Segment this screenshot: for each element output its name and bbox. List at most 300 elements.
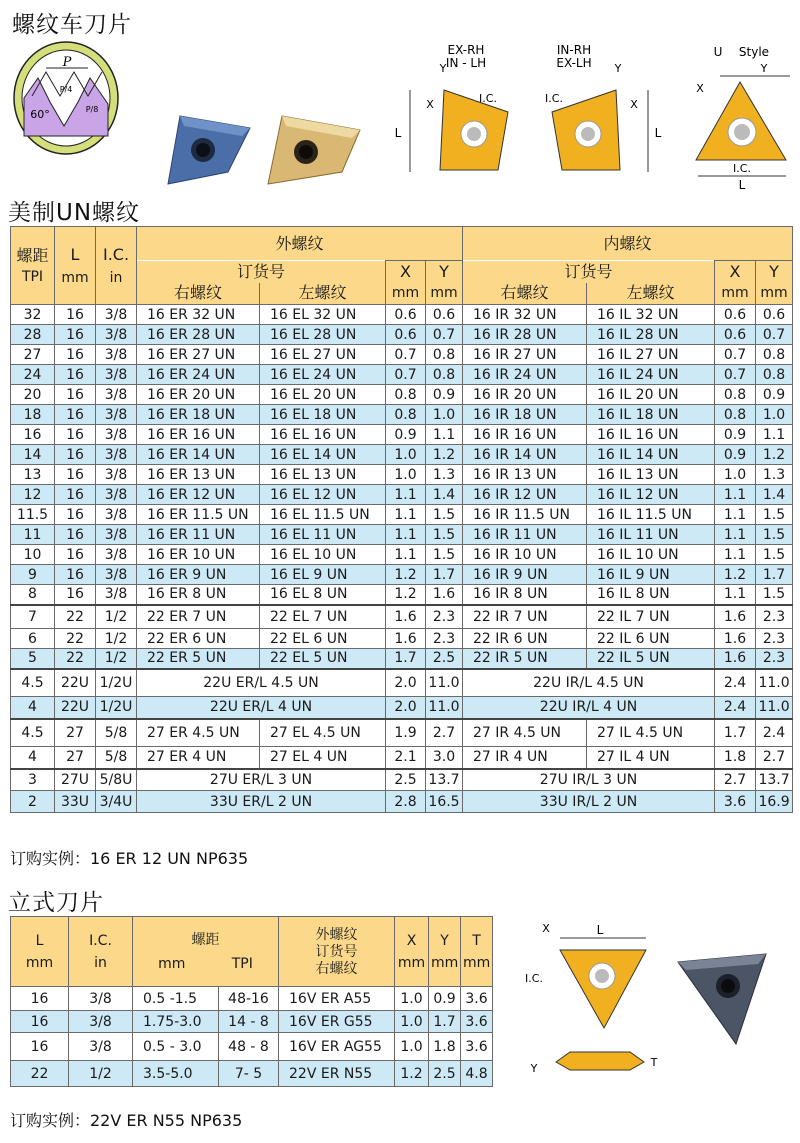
lay-col-t-unit: mm (463, 954, 491, 971)
table-cell: 0.8 (715, 405, 756, 425)
table-cell: 27 EL 4.5 UN (260, 719, 386, 747)
lay-col-l-unit: mm (25, 954, 54, 971)
table-cell: 16V ER A55 (279, 987, 395, 1011)
table-cell: 16 IL 14 UN (587, 445, 715, 465)
table-cell: 16 ER 27 UN (137, 345, 260, 365)
table-cell: 1.0 (395, 987, 429, 1011)
lay-col-ext-label: 外螺纹 (315, 926, 358, 943)
table-cell: 1.1 (715, 545, 756, 565)
table-cell: 3/8 (69, 1011, 133, 1033)
table-cell: 2.8 (386, 791, 426, 813)
table-cell: 16 ER 13 UN (137, 465, 260, 485)
table-cell: 2.5 (426, 649, 463, 669)
table-cell: 0.7 (715, 365, 756, 385)
table-cell: 16 ER 18 UN (137, 405, 260, 425)
table-row (11, 485, 793, 505)
int-rh-header: 右螺纹 (463, 283, 587, 305)
table-cell: 2.7 (426, 719, 463, 747)
thread-profile-diagram (10, 38, 122, 156)
table-cell: 16 IR 8 UN (463, 585, 587, 605)
table-cell: 16 EL 11.5 UN (260, 505, 386, 525)
lay-col-l-header (11, 917, 69, 987)
ir-label-2: EX-LH (556, 56, 592, 70)
table-cell: 16 EL 9 UN (260, 565, 386, 585)
table-cell: 16 IL 20 UN (587, 385, 715, 405)
table-cell: 16 EL 14 UN (260, 445, 386, 465)
table-cell: 16V ER G55 (279, 1011, 395, 1033)
lay-col-order-label: 订货号 (315, 943, 358, 960)
laydown-insert-diagram (520, 914, 660, 1084)
table-cell: 48-16 (219, 987, 279, 1011)
table-cell: 1.0 (426, 405, 463, 425)
table-cell: 16 IR 11.5 UN (463, 505, 587, 525)
table-cell: 0.8 (386, 385, 426, 405)
table-cell: 16 IL 13 UN (587, 465, 715, 485)
table-cell: 16 IR 28 UN (463, 325, 587, 345)
table-cell: 16 IL 24 UN (587, 365, 715, 385)
pitch-label-p8: P/8 (85, 105, 99, 114)
table-cell: 0.7 (386, 365, 426, 385)
col-ic-header (96, 227, 137, 305)
er-label-l: L (394, 126, 402, 140)
table-cell: 1.1 (715, 525, 756, 545)
table-cell: 1.1 (756, 425, 793, 445)
lay-col-ic-label: I.C. (89, 932, 112, 949)
table-cell: 27 ER 4.5 UN (137, 719, 260, 747)
table-cell: 3/8 (96, 565, 137, 585)
table-cell: 1.1 (715, 485, 756, 505)
ext-rh-header: 右螺纹 (137, 283, 260, 305)
table-cell: 1.6 (426, 585, 463, 605)
table-cell: 11 (11, 525, 55, 545)
section-title-un: 美制UN螺纹 (8, 200, 141, 226)
table-cell: 16 (55, 465, 96, 485)
er-label-x: X (426, 98, 434, 111)
table-cell: 1.2 (715, 565, 756, 585)
table-row (11, 987, 493, 1011)
table-cell: 16 IL 18 UN (587, 405, 715, 425)
table-cell: 16 IL 11.5 UN (587, 505, 715, 525)
table-cell: 3.6 (461, 987, 493, 1011)
table-cell: 1.6 (715, 605, 756, 629)
table-cell: 16 IL 9 UN (587, 565, 715, 585)
table-cell: 11.0 (426, 669, 463, 697)
laydown-insert-photo (672, 946, 772, 1050)
insert-photo-gold (262, 108, 370, 190)
page-title: 螺纹车刀片 (12, 12, 132, 38)
table-cell: 16 IR 11 UN (463, 525, 587, 545)
table-cell: 16 IR 20 UN (463, 385, 587, 405)
table-cell: 16 ER 9 UN (137, 565, 260, 585)
laydown-table (10, 916, 493, 1087)
table-cell: 18 (11, 405, 55, 425)
table-cell: 7- 5 (219, 1061, 279, 1087)
table-row (11, 697, 793, 719)
angle-label: 60° (30, 108, 50, 121)
table-cell: 3/8 (96, 545, 137, 565)
lay-col-l-label: L (35, 932, 44, 949)
lay-order-example: 订购实例：22V ER N55 NP635 (10, 1111, 243, 1130)
table-cell: 1/2 (69, 1061, 133, 1087)
table-cell: 22 (11, 1061, 69, 1087)
table-cell: 16 (55, 565, 96, 585)
table-cell: 16 IL 11 UN (587, 525, 715, 545)
table-cell: 14 (11, 445, 55, 465)
int-thread-header: 内螺纹 (463, 227, 793, 261)
table-cell: 2 (11, 791, 55, 813)
table-cell: 3/8 (96, 525, 137, 545)
table-cell: 16 (55, 485, 96, 505)
table-cell: 7 (11, 605, 55, 629)
table-cell: 4 (11, 747, 55, 769)
table-cell: 0.8 (426, 365, 463, 385)
ir-label-x: X (630, 98, 638, 111)
u-label-x: X (696, 82, 704, 95)
lay-col-x-header (395, 917, 429, 987)
table-cell: 9 (11, 565, 55, 585)
table-cell: 11.0 (426, 697, 463, 719)
lay-label-ic: I.C. (525, 972, 543, 985)
int-order-header: 订货号 (463, 261, 715, 283)
table-cell: 1.75-3.0 (133, 1011, 219, 1033)
table-row (11, 649, 793, 669)
table-cell: 27 (55, 747, 96, 769)
table-cell: 1.1 (426, 425, 463, 445)
table-row (11, 505, 793, 525)
table-cell: 1.1 (386, 525, 426, 545)
table-cell: 16 IL 32 UN (587, 305, 715, 325)
table-cell: 33U (55, 791, 96, 813)
table-cell: 3/8 (96, 385, 137, 405)
table-cell: 16 ER 20 UN (137, 385, 260, 405)
table-row (11, 565, 793, 585)
table-cell: 33U IR/L 2 UN (463, 791, 715, 813)
col-l-unit: mm (61, 269, 89, 286)
table-cell: 16 IR 10 UN (463, 545, 587, 565)
table-cell: 4 (11, 697, 55, 719)
col-pitch-header (11, 227, 55, 305)
table-cell: 16.9 (756, 791, 793, 813)
col-l-header (55, 227, 96, 305)
table-cell: 16 EL 8 UN (260, 585, 386, 605)
table-cell: 16 ER 10 UN (137, 545, 260, 565)
table-cell: 1.1 (386, 505, 426, 525)
table-row (11, 1033, 493, 1061)
table-cell: 12 (11, 485, 55, 505)
table-cell: 0.6 (756, 305, 793, 325)
table-cell: 0.6 (715, 305, 756, 325)
table-cell: 0.9 (386, 425, 426, 445)
table-cell: 5/8U (96, 769, 137, 791)
ext-y-unit: mm (426, 283, 463, 305)
table-cell: 16 IR 16 UN (463, 425, 587, 445)
table-cell: 8 (11, 585, 55, 605)
table-cell: 2.4 (715, 669, 756, 697)
lay-label-t: T (650, 1056, 658, 1069)
table-row (11, 769, 793, 791)
table-cell: 1.0 (395, 1011, 429, 1033)
table-cell: 27 IL 4.5 UN (587, 719, 715, 747)
table-cell: 24 (11, 365, 55, 385)
lay-col-y-unit: mm (431, 954, 459, 971)
table-cell: 22 (55, 629, 96, 649)
table-cell: 22 EL 6 UN (260, 629, 386, 649)
table-cell: 4.5 (11, 669, 55, 697)
table-cell: 1.3 (756, 465, 793, 485)
table-row (11, 325, 793, 345)
table-cell: 1.2 (426, 445, 463, 465)
table-cell: 0.8 (386, 405, 426, 425)
table-cell: 0.7 (426, 325, 463, 345)
table-cell: 16 IR 13 UN (463, 465, 587, 485)
table-cell: 16 IL 27 UN (587, 345, 715, 365)
table-cell: 5/8 (96, 747, 137, 769)
table-cell: 3/8 (96, 425, 137, 445)
table-row (11, 585, 793, 605)
table-cell: 16 (55, 545, 96, 565)
table-cell: 28 (11, 325, 55, 345)
table-cell: 32 (11, 305, 55, 325)
table-cell: 3/8 (96, 405, 137, 425)
table-cell: 20 (11, 385, 55, 405)
table-cell: 16 EL 10 UN (260, 545, 386, 565)
table-cell: 1.1 (715, 505, 756, 525)
table-row (11, 1011, 493, 1033)
table-cell: 16 IR 24 UN (463, 365, 587, 385)
table-cell: 1.0 (715, 465, 756, 485)
table-row (11, 605, 793, 629)
table-cell: 16 EL 20 UN (260, 385, 386, 405)
table-cell: 22 (55, 649, 96, 669)
insert-er-diagram (388, 42, 516, 182)
table-cell: 1.4 (426, 485, 463, 505)
table-cell: 4.8 (461, 1061, 493, 1087)
int-y-unit: mm (756, 283, 793, 305)
table-cell: 1.7 (715, 719, 756, 747)
table-cell: 16 IL 8 UN (587, 585, 715, 605)
table-cell: 0.7 (715, 345, 756, 365)
table-row (11, 629, 793, 649)
ir-label-ic: I.C. (545, 92, 563, 105)
table-cell: 2.5 (429, 1061, 461, 1087)
table-cell: 2.1 (386, 747, 426, 769)
table-cell: 22 ER 6 UN (137, 629, 260, 649)
table-cell: 16 EL 32 UN (260, 305, 386, 325)
table-row (11, 345, 793, 365)
table-cell: 22 (55, 605, 96, 629)
table-cell: 22 EL 5 UN (260, 649, 386, 669)
table-cell: 13 (11, 465, 55, 485)
table-cell: 2.0 (386, 697, 426, 719)
table-cell: 0.6 (386, 325, 426, 345)
col-pitch-label: 螺距 (16, 245, 49, 265)
ext-x-unit: mm (386, 283, 426, 305)
table-row (11, 305, 793, 325)
table-cell: 3/8 (69, 987, 133, 1011)
table-cell: 16 IR 27 UN (463, 345, 587, 365)
table-cell: 0.9 (715, 425, 756, 445)
table-cell: 0.6 (426, 305, 463, 325)
table-cell: 1.6 (715, 649, 756, 669)
table-cell: 22 IL 7 UN (587, 605, 715, 629)
table-cell: 1.5 (756, 505, 793, 525)
table-cell: 1.5 (756, 585, 793, 605)
table-cell: 6 (11, 629, 55, 649)
table-cell: 16 (55, 345, 96, 365)
table-row (11, 747, 793, 769)
col-ic-unit: in (109, 269, 123, 286)
table-cell: 16 EL 16 UN (260, 425, 386, 445)
table-cell: 1.7 (426, 565, 463, 585)
lay-col-t-label: T (472, 932, 481, 949)
table-cell: 16 IR 9 UN (463, 565, 587, 585)
table-cell: 1.9 (386, 719, 426, 747)
table-cell: 0.8 (756, 365, 793, 385)
col-ic-label: I.C. (102, 244, 130, 264)
er-label-2: IN - LH (445, 56, 487, 70)
table-cell: 3/8 (96, 325, 137, 345)
table-cell: 22V ER N55 (279, 1061, 395, 1087)
table-row (11, 719, 793, 747)
table-cell: 16 EL 12 UN (260, 485, 386, 505)
lay-label-x: X (542, 922, 550, 935)
table-cell: 27 IR 4.5 UN (463, 719, 587, 747)
table-cell: 2.7 (715, 769, 756, 791)
table-cell: 0.5 - 3.0 (133, 1033, 219, 1061)
table-cell: 16 EL 27 UN (260, 345, 386, 365)
er-label-ic: I.C. (479, 92, 497, 105)
table-row (11, 465, 793, 485)
table-cell: 1.5 (426, 505, 463, 525)
table-cell: 16V ER AG55 (279, 1033, 395, 1061)
table-cell: 13.7 (756, 769, 793, 791)
table-cell: 1/2 (96, 605, 137, 629)
table-cell: 3/4U (96, 791, 137, 813)
table-cell: 10 (11, 545, 55, 565)
table-cell: 16 ER 32 UN (137, 305, 260, 325)
table-cell: 22 IL 5 UN (587, 649, 715, 669)
table-cell: 1.0 (756, 405, 793, 425)
table-cell: 14 - 8 (219, 1011, 279, 1033)
table-cell: 16 EL 24 UN (260, 365, 386, 385)
table-cell: 16 (55, 305, 96, 325)
table-cell: 16 (55, 385, 96, 405)
table-cell: 1.5 (756, 545, 793, 565)
table-cell: 27 ER 4 UN (137, 747, 260, 769)
table-cell: 0.9 (426, 385, 463, 405)
table-cell: 27 IL 4 UN (587, 747, 715, 769)
table-cell: 27 IR 4 UN (463, 747, 587, 769)
table-cell: 16 EL 13 UN (260, 465, 386, 485)
ir-label-1: IN-RH (556, 43, 592, 57)
table-cell: 16 IR 14 UN (463, 445, 587, 465)
table-cell: 2.7 (756, 747, 793, 769)
u-label-ic: I.C. (733, 162, 751, 175)
table-cell: 1.2 (386, 565, 426, 585)
int-y-header: Y (756, 261, 793, 283)
int-x-unit: mm (715, 283, 756, 305)
lay-col-pitch-header (133, 917, 279, 987)
table-cell: 27 EL 4 UN (260, 747, 386, 769)
table-cell: 0.7 (386, 345, 426, 365)
table-cell: 16 (55, 325, 96, 345)
table-cell: 1.2 (395, 1061, 429, 1087)
table-cell: 27 (11, 345, 55, 365)
insert-u-diagram (690, 42, 794, 192)
table-cell: 1.7 (756, 565, 793, 585)
table-cell: 1.1 (386, 485, 426, 505)
table-cell: 0.9 (715, 445, 756, 465)
ir-label-l: L (654, 126, 662, 140)
table-cell: 16 (55, 365, 96, 385)
ir-label-y: Y (614, 62, 622, 75)
table-cell: 1.4 (756, 485, 793, 505)
ext-x-header: X (386, 261, 426, 283)
table-cell: 2.3 (756, 649, 793, 669)
table-cell: 1.5 (756, 525, 793, 545)
table-cell: 22 IR 5 UN (463, 649, 587, 669)
pitch-label-p4: P/4 (59, 85, 73, 94)
table-cell: 3 (11, 769, 55, 791)
table-cell: 1.1 (386, 545, 426, 565)
ext-order-header: 订货号 (137, 261, 386, 283)
table-cell: 16 IL 16 UN (587, 425, 715, 445)
table-cell: 16 (11, 987, 69, 1011)
lay-col-pitch-tpi: TPI (231, 955, 253, 972)
table-cell: 22U (55, 669, 96, 697)
table-cell: 2.3 (426, 605, 463, 629)
lay-col-rh-label: 右螺纹 (315, 960, 358, 977)
table-cell: 48 - 8 (219, 1033, 279, 1061)
table-cell: 0.6 (386, 305, 426, 325)
table-cell: 3.6 (715, 791, 756, 813)
table-cell: 5 (11, 649, 55, 669)
ext-thread-header: 外螺纹 (137, 227, 463, 261)
table-cell: 3/8 (96, 585, 137, 605)
u-label-1: U (713, 45, 723, 59)
table-cell: 16 (55, 445, 96, 465)
table-cell: 1.7 (386, 649, 426, 669)
table-cell: 16 IR 32 UN (463, 305, 587, 325)
lay-col-t-header (461, 917, 493, 987)
table-cell: 1.6 (386, 605, 426, 629)
table-cell: 16 IR 18 UN (463, 405, 587, 425)
un-thread-table (10, 226, 793, 813)
table-cell: 16 IL 10 UN (587, 545, 715, 565)
table-cell: 1.8 (715, 747, 756, 769)
table-cell: 16 EL 11 UN (260, 525, 386, 545)
table-cell: 1.5 (426, 545, 463, 565)
table-cell: 0.9 (756, 385, 793, 405)
table-row (11, 385, 793, 405)
lay-label-y: Y (530, 1062, 538, 1075)
u-label-l: L (738, 178, 746, 192)
table-cell: 22 IR 7 UN (463, 605, 587, 629)
lay-col-x-unit: mm (397, 954, 426, 971)
er-label-y: Y (439, 62, 447, 75)
table-cell: 16 IL 28 UN (587, 325, 715, 345)
pitch-label-p: P (62, 55, 72, 70)
table-cell: 16 ER 24 UN (137, 365, 260, 385)
table-cell: 22U ER/L 4.5 UN (137, 669, 386, 697)
table-cell: 1.7 (429, 1011, 461, 1033)
table-cell: 16 ER 16 UN (137, 425, 260, 445)
lay-col-ic-header (69, 917, 133, 987)
table-cell: 1.6 (386, 629, 426, 649)
lay-col-y-label: Y (440, 932, 449, 949)
table-cell: 11.0 (756, 697, 793, 719)
col-tpi-label: TPI (21, 268, 44, 285)
